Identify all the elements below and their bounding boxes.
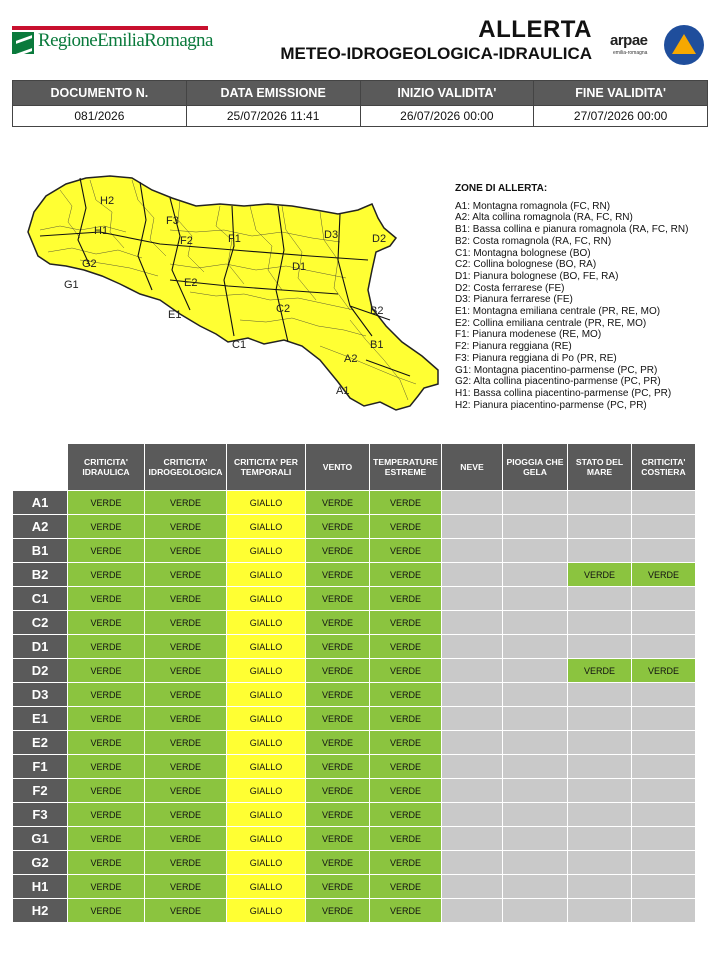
table-row	[13, 515, 695, 538]
zone-item: D1: Pianura bolognese (BO, FE, RA)	[455, 270, 619, 282]
zone-item: A2: Alta collina romagnola (RA, FC, RN)	[455, 212, 633, 224]
alert-level-cell: VERDE	[145, 875, 226, 898]
zone-item: G1: Montagna piacentino-parmense (PC, PR)	[455, 364, 658, 376]
zone-code: E2	[13, 731, 67, 754]
alert-level-cell: VERDE	[68, 587, 144, 610]
map-label-h2: H2	[100, 195, 115, 207]
not-applicable-cell	[568, 635, 631, 658]
alert-level-cell: GIALLO	[227, 755, 305, 778]
not-applicable-cell	[632, 515, 695, 538]
not-applicable-cell	[632, 611, 695, 634]
table-row	[13, 707, 695, 730]
table-row	[13, 563, 695, 586]
not-applicable-cell	[442, 899, 502, 922]
not-applicable-cell	[442, 491, 502, 514]
not-applicable-cell	[442, 611, 502, 634]
not-applicable-cell	[503, 587, 567, 610]
alert-level-cell: VERDE	[145, 779, 226, 802]
alert-level-cell: VERDE	[370, 659, 441, 682]
col-criticita-idrogeologica: CRITICITA' IDROGEOLOGICA	[145, 444, 226, 490]
table-row	[13, 875, 695, 898]
alert-matrix-table	[12, 443, 696, 923]
col-neve: NEVE	[442, 444, 502, 490]
alert-level-cell: VERDE	[306, 539, 369, 562]
not-applicable-cell	[632, 779, 695, 802]
alert-level-cell: VERDE	[145, 611, 226, 634]
alert-level-cell: VERDE	[306, 707, 369, 730]
table-row	[13, 779, 695, 802]
not-applicable-cell	[442, 683, 502, 706]
col-pioggia-che-gela: PIOGGIA CHE GELA	[503, 444, 567, 490]
alert-level-cell: GIALLO	[227, 515, 305, 538]
zone-item: D2: Costa ferrarese (FE)	[455, 282, 565, 294]
alert-level-cell: VERDE	[306, 563, 369, 586]
zone-item: C2: Collina bolognese (BO, RA)	[455, 259, 597, 271]
region-flag-icon	[12, 32, 34, 54]
zone-code: E1	[13, 707, 67, 730]
not-applicable-cell	[503, 755, 567, 778]
alert-level-cell: VERDE	[306, 851, 369, 874]
alert-level-cell: VERDE	[145, 851, 226, 874]
alert-level-cell: GIALLO	[227, 875, 305, 898]
alert-level-cell: VERDE	[306, 803, 369, 826]
alert-level-cell: VERDE	[145, 515, 226, 538]
col-stato-del-mare: STATO DEL MARE	[568, 444, 631, 490]
page-title: ALLERTA	[478, 16, 592, 43]
zone-item: B2: Costa romagnola (RA, FC, RN)	[455, 235, 612, 247]
table-row	[13, 755, 695, 778]
region-outline	[28, 176, 438, 410]
zone-item: D3: Pianura ferrarese (FE)	[455, 294, 573, 306]
not-applicable-cell	[442, 659, 502, 682]
alert-level-cell: VERDE	[68, 827, 144, 850]
alert-level-cell: VERDE	[370, 899, 441, 922]
alert-level-cell: VERDE	[68, 707, 144, 730]
alert-zones-map	[20, 160, 444, 414]
not-applicable-cell	[503, 659, 567, 682]
page-subtitle: METEO-IDROGEOLOGICA-IDRAULICA	[280, 44, 592, 63]
table-row	[13, 659, 695, 682]
zone-code: G2	[13, 851, 67, 874]
alert-level-cell: VERDE	[68, 851, 144, 874]
alert-level-cell: VERDE	[370, 851, 441, 874]
map-label-h1: H1	[94, 225, 109, 237]
alert-level-cell: VERDE	[145, 803, 226, 826]
map-label-f3: F3	[166, 215, 179, 227]
not-applicable-cell	[568, 731, 631, 754]
not-applicable-cell	[503, 731, 567, 754]
table-row	[13, 587, 695, 610]
alert-level-cell: GIALLO	[227, 491, 305, 514]
alert-level-cell: VERDE	[306, 611, 369, 634]
alert-level-cell: VERDE	[370, 515, 441, 538]
not-applicable-cell	[568, 851, 631, 874]
not-applicable-cell	[632, 803, 695, 826]
not-applicable-cell	[442, 515, 502, 538]
alert-level-cell: VERDE	[145, 491, 226, 514]
alert-level-cell: GIALLO	[227, 827, 305, 850]
alert-level-cell: VERDE	[68, 515, 144, 538]
civil-protection-icon	[664, 25, 704, 65]
alert-level-cell: VERDE	[68, 491, 144, 514]
alert-level-cell: GIALLO	[227, 635, 305, 658]
alert-level-cell: VERDE	[145, 827, 226, 850]
alert-level-cell: VERDE	[306, 731, 369, 754]
zone-code: A2	[13, 515, 67, 538]
not-applicable-cell	[632, 731, 695, 754]
col-criticita-costiera: CRITICITA' COSTIERA	[632, 444, 695, 490]
alert-level-cell: GIALLO	[227, 683, 305, 706]
alert-level-cell: GIALLO	[227, 611, 305, 634]
alert-level-cell: VERDE	[68, 899, 144, 922]
table-row	[13, 731, 695, 754]
alert-level-cell: VERDE	[306, 755, 369, 778]
col-criticita-temporali: CRITICITA' PER TEMPORALI	[227, 444, 305, 490]
alert-level-cell: VERDE	[68, 539, 144, 562]
alert-level-cell: VERDE	[306, 683, 369, 706]
doc-issue-date: 25/07/2026 11:41	[186, 106, 360, 127]
map-label-f1: F1	[228, 233, 241, 245]
not-applicable-cell	[503, 683, 567, 706]
not-applicable-cell	[442, 827, 502, 850]
document-info-table	[12, 80, 708, 127]
not-applicable-cell	[442, 851, 502, 874]
not-applicable-cell	[503, 899, 567, 922]
not-applicable-cell	[632, 851, 695, 874]
not-applicable-cell	[568, 827, 631, 850]
alert-level-cell: VERDE	[145, 683, 226, 706]
not-applicable-cell	[568, 683, 631, 706]
zone-code: C1	[13, 587, 67, 610]
alert-level-cell: VERDE	[306, 635, 369, 658]
alert-level-cell: VERDE	[370, 611, 441, 634]
alert-level-cell: VERDE	[370, 635, 441, 658]
not-applicable-cell	[568, 779, 631, 802]
arpae-logo-subtext: emilia-romagna	[613, 50, 648, 56]
alert-level-cell: VERDE	[68, 563, 144, 586]
alert-level-cell: VERDE	[306, 875, 369, 898]
alert-level-cell: VERDE	[370, 779, 441, 802]
not-applicable-cell	[632, 875, 695, 898]
table-row	[13, 851, 695, 874]
alert-level-cell: GIALLO	[227, 563, 305, 586]
not-applicable-cell	[632, 707, 695, 730]
doc-header-number: DOCUMENTO N.	[13, 81, 187, 106]
alert-level-cell: GIALLO	[227, 779, 305, 802]
alert-level-cell: VERDE	[306, 779, 369, 802]
alert-level-cell: VERDE	[68, 803, 144, 826]
map-label-g2: G2	[82, 258, 97, 270]
alert-level-cell: VERDE	[632, 563, 695, 586]
zone-code: F2	[13, 779, 67, 802]
zone-code: A1	[13, 491, 67, 514]
matrix-corner	[13, 444, 67, 490]
col-temperature-estreme: TEMPERATURE ESTREME	[370, 444, 441, 490]
zone-code: F1	[13, 755, 67, 778]
alert-level-cell: VERDE	[145, 659, 226, 682]
zone-code: D2	[13, 659, 67, 682]
alert-level-cell: VERDE	[68, 731, 144, 754]
alert-level-cell: VERDE	[306, 587, 369, 610]
civil-protection-triangle-icon	[672, 34, 696, 54]
zone-item: F3: Pianura reggiana di Po (PR, RE)	[455, 352, 617, 364]
zone-code: F3	[13, 803, 67, 826]
alert-level-cell: VERDE	[370, 731, 441, 754]
not-applicable-cell	[503, 563, 567, 586]
not-applicable-cell	[442, 635, 502, 658]
not-applicable-cell	[632, 827, 695, 850]
alert-level-cell: GIALLO	[227, 899, 305, 922]
alert-level-cell: VERDE	[145, 587, 226, 610]
not-applicable-cell	[503, 827, 567, 850]
zone-code: H1	[13, 875, 67, 898]
not-applicable-cell	[442, 707, 502, 730]
zone-item: H1: Bassa collina piacentino-parmense (PC, PR)	[455, 387, 672, 399]
not-applicable-cell	[568, 707, 631, 730]
alert-level-cell: VERDE	[568, 659, 631, 682]
zone-code: B2	[13, 563, 67, 586]
alert-level-cell: GIALLO	[227, 659, 305, 682]
not-applicable-cell	[632, 755, 695, 778]
alert-level-cell: VERDE	[145, 635, 226, 658]
zone-code: C2	[13, 611, 67, 634]
zone-code: D3	[13, 683, 67, 706]
not-applicable-cell	[632, 899, 695, 922]
map-label-d3: D3	[324, 229, 339, 241]
not-applicable-cell	[568, 611, 631, 634]
zone-item: C1: Montagna bolognese (BO)	[455, 247, 591, 259]
alert-level-cell: VERDE	[68, 611, 144, 634]
alert-level-cell: VERDE	[68, 635, 144, 658]
alert-level-cell: VERDE	[370, 875, 441, 898]
not-applicable-cell	[503, 491, 567, 514]
not-applicable-cell	[568, 875, 631, 898]
zone-item: A1: Montagna romagnola (FC, RN)	[455, 200, 611, 212]
zone-code: G1	[13, 827, 67, 850]
region-logo-text: RegioneEmiliaRomagna	[38, 30, 213, 51]
zone-code: H2	[13, 899, 67, 922]
not-applicable-cell	[568, 587, 631, 610]
table-row	[13, 491, 695, 514]
alert-level-cell: VERDE	[306, 659, 369, 682]
zone-item: E2: Collina emiliana centrale (PR, RE, MO)	[455, 317, 647, 329]
zone-item: B1: Bassa collina e pianura romagnola (RA, FC, RN)	[455, 224, 689, 236]
alert-level-cell: VERDE	[370, 827, 441, 850]
table-row	[13, 611, 695, 634]
col-vento: VENTO	[306, 444, 369, 490]
not-applicable-cell	[503, 875, 567, 898]
doc-number: 081/2026	[13, 106, 187, 127]
zone-item: F1: Pianura modenese (RE, MO)	[455, 329, 602, 341]
not-applicable-cell	[503, 779, 567, 802]
zone-code: B1	[13, 539, 67, 562]
doc-header-issue-date: DATA EMISSIONE	[186, 81, 360, 106]
not-applicable-cell	[632, 491, 695, 514]
alert-level-cell: GIALLO	[227, 539, 305, 562]
table-row	[13, 683, 695, 706]
not-applicable-cell	[632, 683, 695, 706]
map-label-e2: E2	[184, 277, 198, 289]
alert-level-cell: VERDE	[68, 875, 144, 898]
arpae-logo-text: arpae	[610, 32, 648, 49]
not-applicable-cell	[503, 707, 567, 730]
doc-valid-from: 26/07/2026 00:00	[360, 106, 534, 127]
matrix-body	[13, 491, 695, 922]
not-applicable-cell	[442, 587, 502, 610]
not-applicable-cell	[503, 851, 567, 874]
map-label-e1: E1	[168, 309, 182, 321]
table-row	[13, 635, 695, 658]
not-applicable-cell	[442, 803, 502, 826]
map-label-c2: C2	[276, 303, 291, 315]
zone-item: F2: Pianura reggiana (RE)	[455, 341, 572, 353]
doc-header-valid-to: FINE VALIDITA'	[534, 81, 708, 106]
not-applicable-cell	[503, 611, 567, 634]
alert-level-cell: GIALLO	[227, 731, 305, 754]
map-label-f2: F2	[180, 235, 193, 247]
not-applicable-cell	[442, 875, 502, 898]
alert-level-cell: GIALLO	[227, 587, 305, 610]
alert-level-cell: VERDE	[306, 491, 369, 514]
alert-level-cell: VERDE	[370, 683, 441, 706]
alert-level-cell: VERDE	[145, 707, 226, 730]
alert-level-cell: VERDE	[68, 683, 144, 706]
alert-level-cell: VERDE	[632, 659, 695, 682]
map-label-b1: B1	[370, 339, 384, 351]
not-applicable-cell	[442, 563, 502, 586]
table-row	[13, 803, 695, 826]
alert-level-cell: GIALLO	[227, 851, 305, 874]
table-row	[13, 827, 695, 850]
alert-level-cell: VERDE	[306, 827, 369, 850]
not-applicable-cell	[568, 899, 631, 922]
alert-level-cell: VERDE	[370, 803, 441, 826]
alert-level-cell: VERDE	[306, 515, 369, 538]
alert-level-cell: VERDE	[370, 539, 441, 562]
alert-level-cell: VERDE	[68, 659, 144, 682]
map-label-g1: G1	[64, 279, 79, 291]
arpae-logo	[610, 32, 658, 62]
alert-level-cell: VERDE	[145, 563, 226, 586]
alert-level-cell: VERDE	[370, 491, 441, 514]
zone-item: E1: Montagna emiliana centrale (PR, RE, MO)	[455, 306, 661, 318]
alert-level-cell: VERDE	[145, 755, 226, 778]
alert-level-cell: VERDE	[145, 731, 226, 754]
alert-level-cell: VERDE	[145, 539, 226, 562]
not-applicable-cell	[442, 539, 502, 562]
not-applicable-cell	[503, 539, 567, 562]
not-applicable-cell	[442, 755, 502, 778]
not-applicable-cell	[568, 539, 631, 562]
alert-level-cell: VERDE	[370, 563, 441, 586]
alert-level-cell: VERDE	[68, 755, 144, 778]
not-applicable-cell	[568, 491, 631, 514]
table-row	[13, 539, 695, 562]
alert-level-cell: VERDE	[370, 587, 441, 610]
zone-item: H2: Pianura piacentino-parmense (PC, PR)	[455, 399, 647, 411]
alert-level-cell: GIALLO	[227, 803, 305, 826]
map-label-a1: A1	[336, 385, 350, 397]
zone-item: G2: Alta collina piacentino-parmense (PC, PR)	[455, 376, 661, 388]
alert-level-cell: VERDE	[370, 707, 441, 730]
not-applicable-cell	[632, 539, 695, 562]
map-label-d1: D1	[292, 261, 307, 273]
not-applicable-cell	[568, 755, 631, 778]
alert-level-cell: VERDE	[568, 563, 631, 586]
not-applicable-cell	[568, 803, 631, 826]
map-label-a2: A2	[344, 353, 358, 365]
not-applicable-cell	[442, 779, 502, 802]
not-applicable-cell	[503, 635, 567, 658]
not-applicable-cell	[632, 635, 695, 658]
table-row	[13, 899, 695, 922]
not-applicable-cell	[503, 515, 567, 538]
map-label-d2: D2	[372, 233, 387, 245]
matrix-header-row	[13, 444, 695, 490]
zone-code: D1	[13, 635, 67, 658]
alert-level-cell: VERDE	[68, 779, 144, 802]
map-label-b2: B2	[370, 305, 384, 317]
regione-emilia-romagna-logo	[12, 26, 212, 56]
zones-legend-title: ZONE DI ALLERTA:	[455, 183, 548, 194]
map-label-c1: C1	[232, 339, 247, 351]
col-criticita-idraulica: CRITICITA' IDRAULICA	[68, 444, 144, 490]
alert-level-cell: VERDE	[370, 755, 441, 778]
alert-level-cell: VERDE	[306, 899, 369, 922]
not-applicable-cell	[503, 803, 567, 826]
not-applicable-cell	[568, 515, 631, 538]
doc-header-valid-from: INIZIO VALIDITA'	[360, 81, 534, 106]
zones-legend	[455, 183, 715, 411]
not-applicable-cell	[442, 731, 502, 754]
alert-level-cell: GIALLO	[227, 707, 305, 730]
not-applicable-cell	[632, 587, 695, 610]
alert-level-cell: VERDE	[145, 899, 226, 922]
doc-valid-to: 27/07/2026 00:00	[534, 106, 708, 127]
